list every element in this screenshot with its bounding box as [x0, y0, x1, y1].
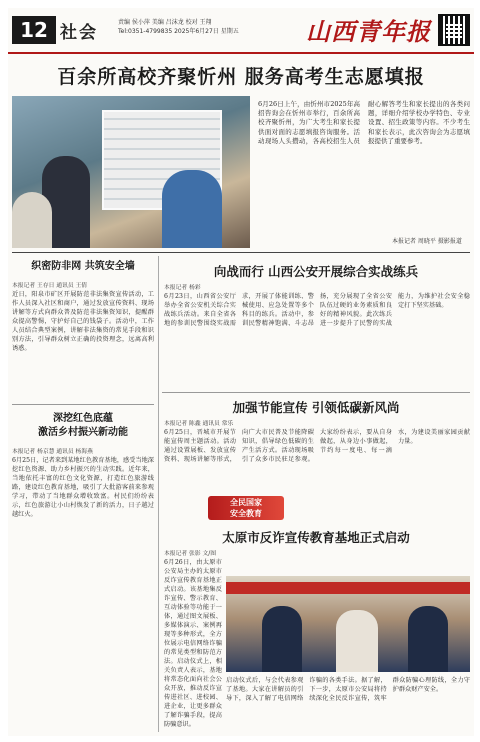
security-education-banner — [208, 496, 284, 520]
lead-photo — [12, 96, 250, 248]
left-b-headline-line-1: 深挖红色底蕴 — [53, 413, 113, 424]
newspaper-logo: 山西青年报 — [306, 17, 431, 46]
left-b-headline-line-2: 激活乡村振兴新动能 — [38, 427, 128, 438]
story-d-headline: 加强节能宣传 引领低碳新风尚 — [232, 400, 400, 415]
person-figure — [262, 606, 302, 672]
lead-body: 6月26日上午，由忻州市2025年高招咨询会在忻州市举行，百余所高校齐聚忻州，为广大考生和家长提供面对面的志愿填报咨询服务。活动现场人头攒动，各高校招生人员耐心解答考生和家长提出的各类问题，详细介绍学校办学特色、专业设置、招生政策等内容。不少考生和家长表示，此次咨询会为志愿填报提供了重要参考。 — [258, 100, 470, 145]
person-figure — [336, 610, 378, 672]
story-e-headline: 太原市反诈宣传教育基地正式启动 — [222, 530, 410, 545]
page-number: 12 — [12, 16, 56, 44]
lead-headline: 百余所高校齐聚忻州 服务高考生志愿填报 — [57, 66, 425, 88]
banner-line-1: 全民国家 — [230, 498, 262, 507]
story-e-body-right: 启动仪式后，与会代表参观了基地。大家在讲解员的引导下，深入了解了电信网络诈骗的各类手法。据了解，下一步，太原市公安局将持续深化全民反诈宣传，筑牢群众防骗心理防线，全力守护群众财产安全。 — [226, 677, 470, 702]
story-c-byline: 本报记者 杨彩 — [164, 285, 201, 291]
person-figure — [162, 170, 222, 248]
lead-byline: 本报记者 周晓平 摄影报道 — [392, 238, 462, 245]
story-e-body-left: 6月26日，由太原市公安局主办的太原市反诈宣传教育基地正式启动。该基地集反诈宣传、警示教育、互动体验等功能于一体，通过图文展板、多媒体演示、案例再现等多种形式，全方位展示电信网络诈骗的常见类型和防范方法。启动仪式上，相关负责人表示，基地将常态化面向社会公众开放，推动反诈宣传进社区、进校园、进企业，让更多群众了解诈骗手段，提高防骗意识。 — [164, 559, 222, 728]
event-banner — [226, 582, 470, 594]
left-a-body: 近日，阳泉市矿区开展防范非法集资宣传活动，工作人员深入社区和商户，通过发放宣传资料、现场讲解等方式向群众普及防范非法集资知识，提醒群众提高警惕，守护好自己的钱袋子。活动中，工作人员结合典型案例，讲解非法集资的常见手段和识别方法，引导群众树立正确的投资理念，远离高利诱惑。 — [12, 291, 154, 352]
newspaper-page — [8, 8, 474, 736]
person-figure — [12, 192, 52, 248]
divider — [162, 392, 470, 393]
editor-line-1: 责编 侯小萍 美编 吕沫龙 校对 王翔 — [118, 19, 212, 26]
editor-line-2: Tel:0351-4799835 2025年6月27日 星期五 — [118, 28, 239, 35]
story-c-headline: 向战而行 山西公安开展综合实战练兵 — [213, 264, 419, 279]
left-a-byline: 本报记者 王存日 通讯员 王倩 — [12, 283, 88, 289]
story-e-photo — [226, 576, 470, 672]
left-b-headline — [12, 412, 154, 440]
story-d-body: 6月25日，晋城市开展节能宣传周主题活动。活动通过设置展板、发放宣传资料、现场讲解等形式，向广大市民普及节能降碳知识，倡导绿色低碳的生产生活方式。活动现场吸引了众多市民驻足参观。大家纷纷表示，要从自身做起，从身边小事做起，节约每一度电、每一滴水，为建设美丽家园贡献力量。 — [164, 429, 470, 463]
editor-credits — [118, 18, 298, 36]
left-b-body: 6月25日，记者来到某地红色教育基地，感受当地深挖红色资源、助力乡村振兴的生动实践。近年来，当地依托丰富的红色文化资源，打造红色旅游线路，建设红色教育基地，吸引了大批游客前来参观学习，带动了当地群众增收致富。村民们纷纷表示，红色旅游让小山村焕发了新的活力，日子越过越红火。 — [12, 457, 154, 518]
banner-line-2: 安全教育 — [230, 509, 262, 518]
section-name: 社会 — [60, 23, 98, 43]
masthead — [8, 8, 474, 54]
left-a-headline: 织密防非网 共筑安全墙 — [31, 261, 135, 272]
column-divider — [158, 256, 159, 732]
divider — [12, 252, 470, 253]
person-figure — [408, 606, 448, 672]
divider — [12, 404, 154, 405]
story-c-body: 6月23日，山西省公安厅举办全省公安机关综合实战练兵活动。来自全省各地的参训民警围绕实战需求，开展了体能训练、警械使用、应急处置等多个科目的练兵。活动中，参训民警精神饱满、斗志昂扬，充分展现了全省公安队伍过硬的业务素质和良好的精神风貌。此次练兵进一步提升了民警的实战能力，为维护社会安全稳定打下坚实基础。 — [164, 293, 470, 327]
story-e-byline: 本报记者 张影 文/图 — [164, 551, 217, 557]
left-b-byline: 本报记者 杨京慧 通讯员 杨海燕 — [12, 449, 93, 455]
story-d-byline: 本报记者 陈鑫 通讯员 常乐 — [164, 421, 234, 427]
qr-code-icon — [438, 14, 470, 46]
